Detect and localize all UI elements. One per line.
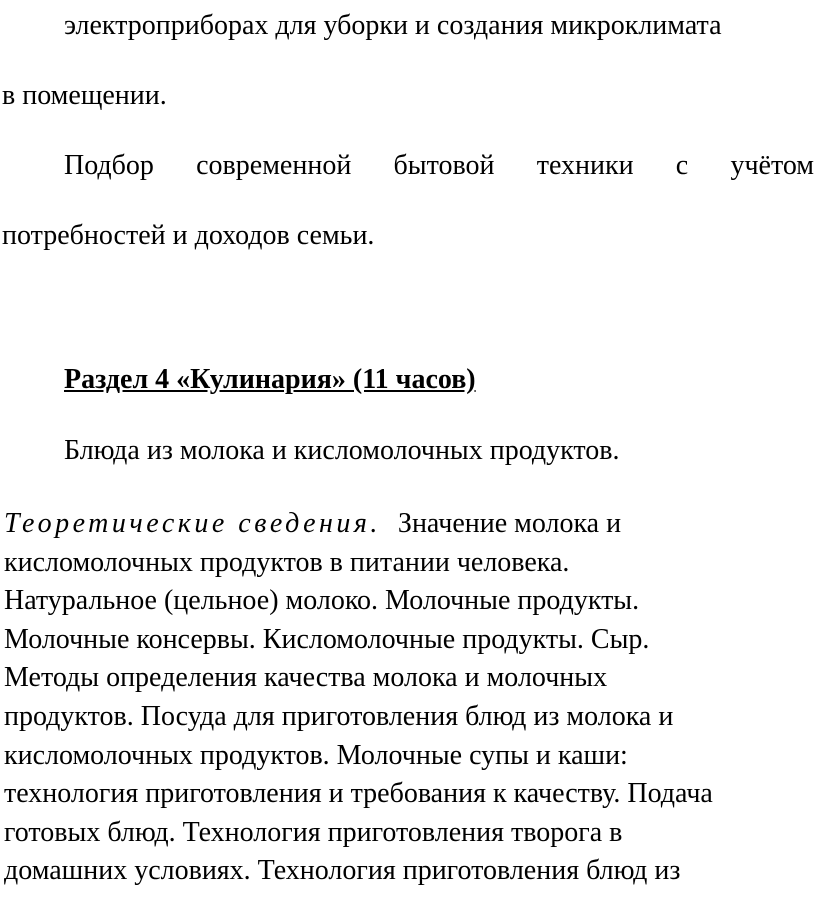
word: учётом xyxy=(730,150,814,181)
theory-line: домашних условиях. Технология приготовления блюд из xyxy=(4,855,681,887)
theory-first-line xyxy=(4,505,814,544)
topic-line: Блюда из молока и кисломолочных продуктов. xyxy=(64,435,620,466)
theory-line: готовых блюд. Технология приготовления творога в xyxy=(4,816,623,848)
word: бытовой xyxy=(393,150,495,181)
theory-first-line-text: Значение молока и xyxy=(397,508,622,539)
theory-line: продуктов. Посуда для приготовления блюд из молока и xyxy=(4,700,674,732)
section-heading: Раздел 4 «Кулинария» (11 часов) xyxy=(64,364,476,395)
theory-line: кисломолочных продуктов в питании человека. xyxy=(4,546,570,578)
paragraph-1-line-1 xyxy=(64,12,816,40)
theory-line: кисломолочных продуктов. Молочные супы и каши: xyxy=(4,739,628,771)
paragraph-2-line-1 xyxy=(64,152,814,180)
word: современной xyxy=(196,150,352,181)
paragraph-2-line-2: потребностей и доходов семьи. xyxy=(2,220,375,251)
theory-line: Молочные консервы. Кисломолочные продукты. Сыр. xyxy=(4,623,650,655)
theory-label: Теоретические сведения. xyxy=(4,508,381,539)
paragraph-1-line-1-text: электроприборах для уборки и создания микроклимата xyxy=(64,10,722,41)
word: с xyxy=(675,150,689,181)
theory-line: Методы определения качества молока и молочных xyxy=(4,662,608,694)
theory-line: Натуральное (цельное) молоко. Молочные продукты. xyxy=(4,585,640,617)
paragraph-1-line-2: в помещении. xyxy=(2,80,167,111)
theory-line: технология приготовления и требования к качеству. Подача xyxy=(4,778,713,810)
word: Подбор xyxy=(64,150,154,181)
word: техники xyxy=(536,150,634,181)
theory-paragraph xyxy=(4,505,814,891)
